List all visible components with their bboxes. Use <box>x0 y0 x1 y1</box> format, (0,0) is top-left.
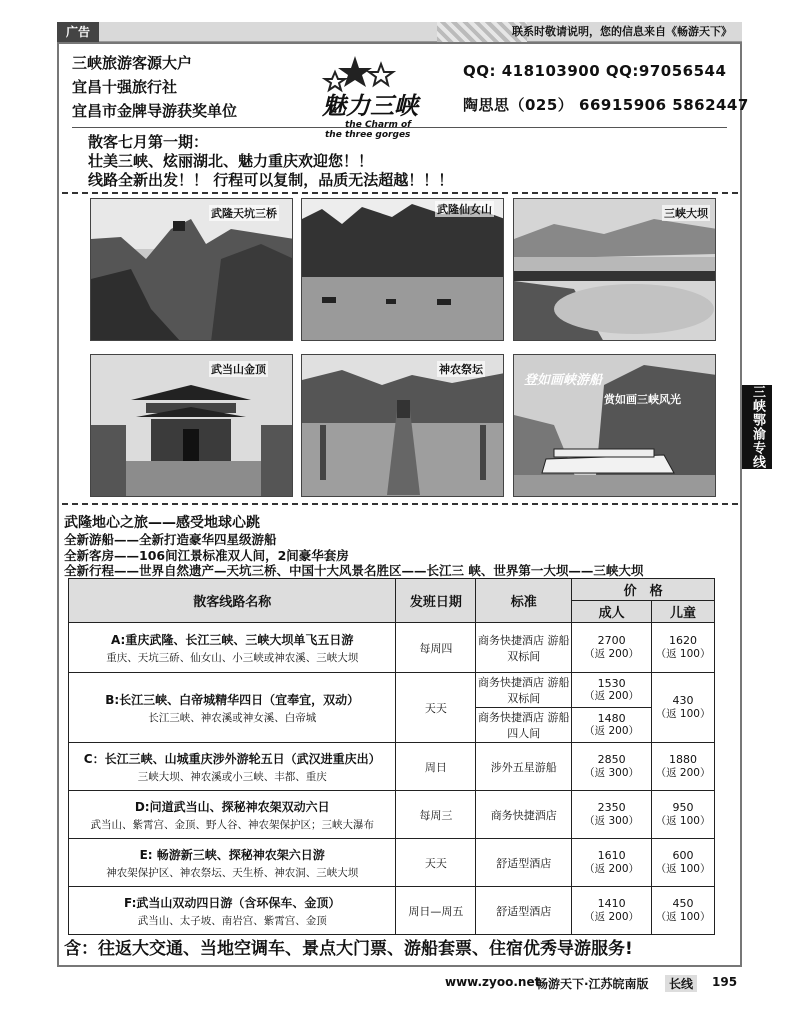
table-row <box>69 623 715 673</box>
photo-wudang-jinding <box>90 354 293 497</box>
route-date: 每周三 <box>396 791 476 839</box>
child-rebate: （返 100） <box>655 647 711 660</box>
top-bar <box>57 22 742 42</box>
route-title: C：长江三峡、山城重庆涉外游轮五日（武汉进重庆出） <box>83 751 381 766</box>
route-date: 天天 <box>396 673 476 743</box>
photo-wulong-tiankeng <box>90 198 293 341</box>
photo-caption: 神农祭坛 <box>439 363 483 376</box>
route-standard: 商务快捷酒店 游船双标间 <box>476 673 572 708</box>
route-title: B:长江三峡、白帝城精华四日（宜奉宜，双动） <box>105 692 360 707</box>
header-price: 价 格 <box>572 579 715 601</box>
photo-caption: 武隆仙女山 <box>437 203 492 216</box>
route-stops: 长江三峡、神农溪或神女溪、白帝城 <box>148 711 317 724</box>
header-adult: 成人 <box>572 601 652 623</box>
route-date: 周日—周五 <box>396 887 476 935</box>
adult-price: 1410 <box>597 897 626 911</box>
qq-contact: QQ: 418103900 QQ:97056544 <box>463 62 727 80</box>
adult-price: 2850 <box>597 753 626 767</box>
svg-text:魅力三峡: 魅力三峡 <box>322 91 418 120</box>
promo-line-3: 线路全新出发！！ 行程可以复制，品质无法超越！！！ <box>88 171 454 189</box>
route-standard: 舒适型酒店 <box>476 887 572 935</box>
divider <box>72 127 727 128</box>
header-child: 儿童 <box>652 601 715 623</box>
adult-rebate: （返 200） <box>584 862 640 875</box>
photo-three-gorges-dam <box>513 198 716 341</box>
header-standard: 标准 <box>476 579 572 623</box>
child-price: 430 <box>672 694 694 708</box>
photo-caption: 武当山金顶 <box>211 363 266 376</box>
feature-title: 武隆地心之旅——感受地球心跳 <box>64 515 260 531</box>
photo-caption: 三峡大坝 <box>664 207 708 220</box>
route-date: 周日 <box>396 743 476 791</box>
phone-contact: 陶思思（025） 66915906 5862447 <box>463 96 749 114</box>
feature-line: 全新客房——106间江景标准双人间，2间豪华套房 <box>64 548 349 563</box>
adult-price: 1610 <box>597 849 626 863</box>
child-rebate: （返 100） <box>655 814 711 827</box>
child-price: 450 <box>672 897 694 911</box>
route-title: D:问道武当山、探秘神农架双动六日 <box>134 799 330 814</box>
photo-cruise-ship <box>513 354 716 497</box>
svg-text:the Charm of: the Charm of <box>345 120 412 130</box>
adult-rebate: （返 200） <box>584 725 640 738</box>
footer-url[interactable]: www.zyoo.net <box>445 975 541 989</box>
route-title: A:重庆武隆、长江三峡、三峡大坝单飞五日游 <box>111 632 354 647</box>
route-standard: 涉外五星游船 <box>476 743 572 791</box>
dashed-divider <box>62 192 738 194</box>
included-services: 含：往返大交通、当地空调车、景点大门票、游船套票、住宿优秀导游服务! <box>64 939 633 959</box>
child-rebate: （返 100） <box>655 862 711 875</box>
child-price: 1880 <box>669 753 698 767</box>
page-number: 195 <box>712 975 738 989</box>
route-standard: 商务快捷酒店 <box>476 791 572 839</box>
agency-line-3: 宜昌市金牌导游获奖单位 <box>72 102 238 120</box>
route-date: 天天 <box>396 839 476 887</box>
photo-xiannu-mountain <box>301 198 504 341</box>
adult-rebate: （返 200） <box>584 690 640 703</box>
feature-line: 全新行程——世界自然遗产—天坑三桥、中国十大风景名胜区——长江三 峡、世界第一大坝——三峡大坝 <box>64 563 644 578</box>
child-rebate: （返 100） <box>655 707 711 720</box>
adult-rebate: （返 200） <box>584 910 640 923</box>
dashed-divider <box>62 503 738 505</box>
svg-text:the three gorges: the three gorges <box>325 130 411 140</box>
table-row <box>69 887 715 935</box>
route-stops: 武当山、太子坡、南岩宫、紫霄宫、金顶 <box>137 914 327 927</box>
route-title: F:武当山双动四日游（含环保车、金顶） <box>124 895 341 910</box>
promo-line-1: 散客七月第一期： <box>88 133 209 151</box>
footer-magazine: 畅游天下·江苏皖南版 <box>536 977 649 991</box>
promo-line-2: 壮美三峡、炫丽湖北、魅力重庆欢迎您！！ <box>88 152 374 170</box>
adult-price: 2700 <box>597 634 626 648</box>
child-rebate: （返 200） <box>655 766 711 779</box>
child-price: 600 <box>672 849 694 863</box>
table-row <box>69 839 715 887</box>
adult-rebate: （返 300） <box>584 814 640 827</box>
route-standard: 商务快捷酒店 游船双标间 <box>476 623 572 673</box>
photo-caption: 赏如画三峡风光 <box>604 393 681 406</box>
route-date: 每周四 <box>396 623 476 673</box>
route-title: E: 畅游新三峡、探秘神农架六日游 <box>139 847 325 862</box>
table-row <box>69 743 715 791</box>
source-note: 联系时敬请说明，您的信息来自《畅游天下》 <box>512 25 732 38</box>
child-rebate: （返 100） <box>655 910 711 923</box>
ad-label: 广告 <box>57 22 99 42</box>
photo-caption: 武隆天坑三桥 <box>211 207 277 220</box>
agency-line-2: 宜昌十强旅行社 <box>72 78 178 96</box>
route-stops: 武当山、紫霄宫、金顶、野人谷、神农架保护区；三峡大瀑布 <box>90 818 374 831</box>
table-row <box>69 673 715 708</box>
adult-rebate: （返 300） <box>584 766 640 779</box>
header-date: 发班日期 <box>396 579 476 623</box>
photo-shennong-altar <box>301 354 504 497</box>
adult-price: 1480 <box>597 711 626 725</box>
route-stops: 神农架保护区、神农祭坛、天生桥、神农洞、三峡大坝 <box>106 866 359 879</box>
photo-overlay-title: 登如画峡游船 <box>524 373 603 388</box>
feature-line: 全新游船——全新打造豪华四星级游船 <box>64 532 277 547</box>
agency-line-1: 三峡旅游客源大户 <box>72 54 193 72</box>
section-side-tab: 三峡鄂渝专线 <box>742 385 772 469</box>
header-route-name: 散客线路名称 <box>69 579 396 623</box>
footer-section: 长线 <box>665 975 697 992</box>
table-row <box>69 791 715 839</box>
child-price: 1620 <box>669 634 698 648</box>
route-stops: 重庆、天坑三硚、仙女山、小三峡或神农溪、三峡大坝 <box>106 651 359 664</box>
adult-price: 1530 <box>597 676 626 690</box>
route-standard: 舒适型酒店 <box>476 839 572 887</box>
child-price: 950 <box>672 801 694 815</box>
adult-price: 2350 <box>597 801 626 815</box>
route-standard: 商务快捷酒店 游船四人间 <box>476 708 572 743</box>
route-stops: 三峡大坝、神农溪或小三峡、丰都、重庆 <box>137 770 327 783</box>
route-table <box>68 578 715 935</box>
adult-rebate: （返 200） <box>584 647 640 660</box>
